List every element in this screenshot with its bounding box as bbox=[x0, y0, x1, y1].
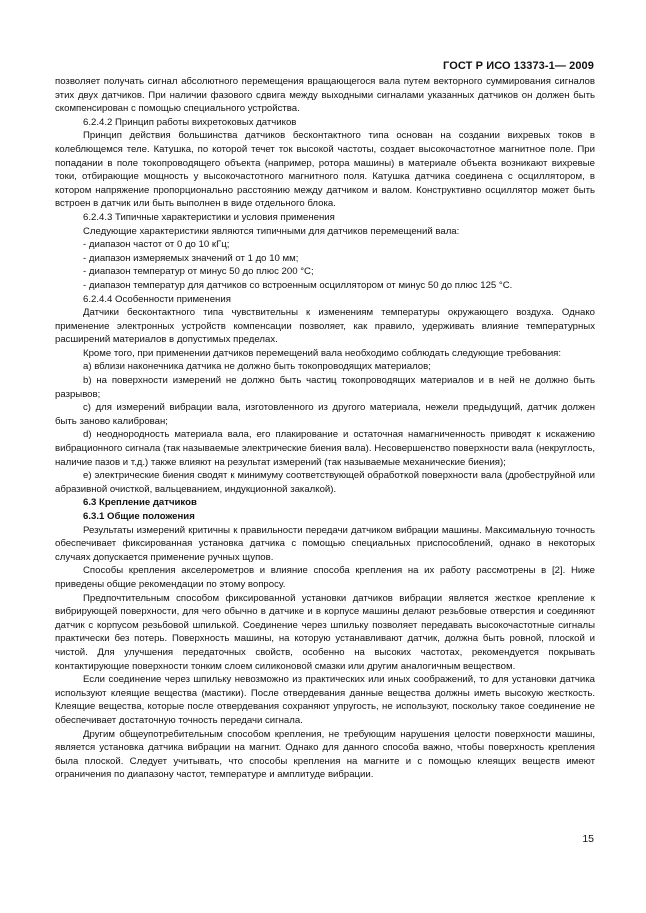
document-header: ГОСТ Р ИСО 13373-1— 2009 bbox=[443, 60, 594, 72]
paragraph: Если соединение через шпильку невозможно из практических или иных соображений, то для установки датчика используют клеящие вещества (мастики). После отвердевания данные вещества должны иметь высокую жесткость. Клеящие вещества, которые после отвердевания сохраняют упругость, не используют, поскольку такое соединение не обеспечивает достаточную точность передачи сигнала. bbox=[55, 674, 595, 726]
paragraph: позволяет получать сигнал абсолютного перемещения вращающегося вала путем векторного суммирования сигналов этих двух датчиков. При наличии фазового сдвига между выходными сигналами указанных датчиков он должен быть скомпенсирован с помощью специального устройства. bbox=[55, 76, 595, 115]
paragraph: е) электрические биения сводят к минимуму соответствующей обработкой поверхности вала (дробеструйной или абразивной очисткой, вальцеванием, индукционной закалкой). bbox=[55, 470, 595, 495]
paragraph: - диапазон измеряемых значений от 1 до 10 мм; bbox=[83, 252, 299, 264]
paragraph: Следующие характеристики являются типичными для датчиков перемещений вала: bbox=[83, 225, 460, 237]
document-body bbox=[55, 75, 595, 782]
paragraph: 6.2.4.3 Типичные характеристики и условия применения bbox=[83, 211, 335, 223]
paragraph: 6.2.4.4 Особенности применения bbox=[83, 293, 231, 305]
paragraph: Предпочтительным способом фиксированной установки датчиков вибрации является жесткое крепление к вибрирующей поверхности, для чего обычно в датчике и в корпусе машины делают резьбовые отверстия и соединяют датчик с корпусом резьбовой шпилькой. Соединение через шпильку позволяет передавать высокочастотные сигналы практически без потерь. Поверхность машины, на которую устанавливают датчик, должна быть ровной, плоской и чистой. Для улучшения передаточных свойств, особенно на высоких частотах, рекомендуется покрывать контактирующие поверхности тонким слоем силиконовой смазки или другим аналогичным веществом. bbox=[55, 592, 595, 672]
section-heading: 6.3.1 Общие положения bbox=[83, 511, 195, 522]
paragraph: с) для измерений вибрации вала, изготовленного из другого материала, нежели предыдущий, датчик должен быть заново калиброван; bbox=[55, 402, 595, 427]
paragraph: Кроме того, при применении датчиков перемещений вала необходимо соблюдать следующие требования: bbox=[83, 347, 562, 359]
paragraph: b) на поверхности измерений не должно быть частиц токопроводящих материалов и в ней не должно быть разрывов; bbox=[55, 375, 595, 400]
paragraph: Другим общеупотребительным способом крепления, не требующим нарушения целости поверхности машины, является установка датчика вибрации на магнит. Однако для данного способа важно, чтобы поверхность крепления была плоской. Следует учитывать, что способы крепления на магните и с помощью клеящих веществ имеют ограничения по диапазону частот, температуре и амплитуде вибрации. bbox=[55, 728, 595, 781]
section-heading: 6.3 Крепление датчиков bbox=[83, 497, 197, 509]
paragraph: d) неоднородность материала вала, его плакирование и остаточная намагниченность приводят к искажению вибрационного сигнала (так называемые электрические биения вала). Несовершенство поверхности вала (некруглость, наличие пазов и т.д.) также влияют на результат измерений (так называемые механические биения); bbox=[55, 429, 595, 468]
paragraph: Принцип действия большинства датчиков бесконтактного типа основан на создании вихревых токов в колеблющемся теле. Катушка, по которой течет ток высокой частоты, создает высокочастотное магнитное поле. При попадании в поле токопроводящего объекта (например, ротора машины) в материале объекта возникают вихревые токи, отбирающие мощность у высокочастотного магнитного поля. Катушка датчика соединена с осциллятором, в котором напряжение пропорционально расстоянию между датчиком и валом. Конструктивно осциллятор может быть встроен в датчик или быть выполнен в виде отдельного блока. bbox=[55, 130, 595, 210]
paragraph: - диапазон частот от 0 до 10 кГц; bbox=[83, 239, 230, 251]
paragraph: Результаты измерений критичны к правильности передачи датчиком вибрации машины. Максимальную точность обеспечивает фиксированная установка датчика с помощью специальных приспособлений, однако в некоторых случаях допускается применение ручных щупов. bbox=[55, 524, 595, 563]
paragraph: 6.2.4.2 Принцип работы вихретоковых датчиков bbox=[83, 116, 297, 128]
paragraph: а) вблизи наконечника датчика не должно быть токопроводящих материалов; bbox=[83, 361, 431, 373]
page-number: 15 bbox=[582, 833, 594, 845]
paragraph: Способы крепления акселерометров и влияние способа крепления на их работу рассмотрены в [2]. Ниже приведены общие рекомендации по этому вопросу. bbox=[55, 565, 595, 590]
paragraph: - диапазон температур для датчиков со встроенным осциллятором от минус 50 до плюс 125 °С. bbox=[83, 279, 513, 291]
paragraph: - диапазон температур от минус 50 до плюс 200 °С; bbox=[83, 266, 314, 278]
paragraph: Датчики бесконтактного типа чувствительны к изменениям температуры окружающего воздуха. Однако применение электронных устройств компенсации позволяет, как правило, удерживать влияние температурных расширений материалов в допустимых пределах. bbox=[55, 307, 595, 346]
